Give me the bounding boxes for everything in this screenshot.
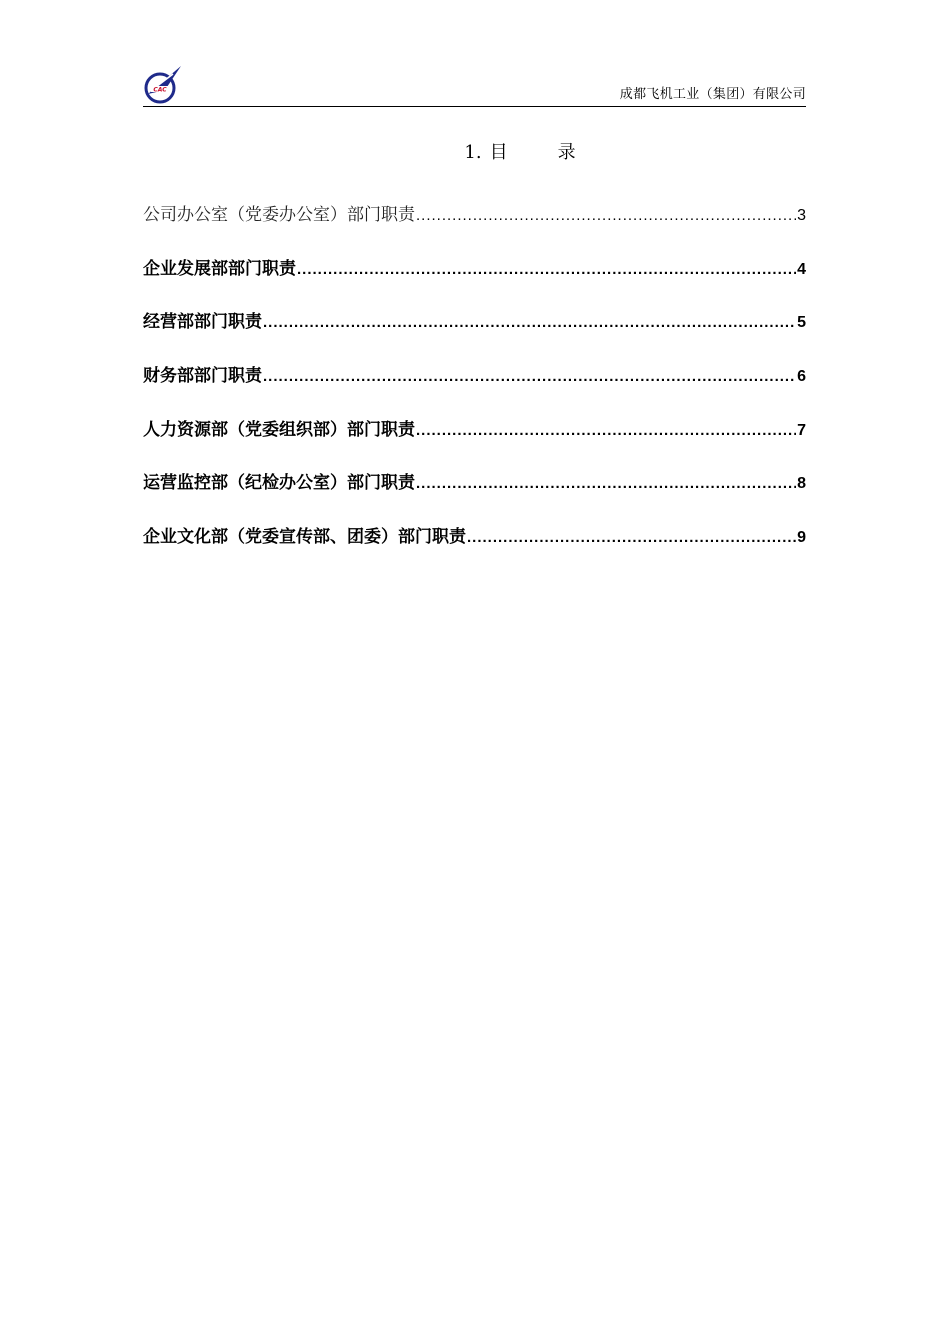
- toc-entry-corporate-culture[interactable]: [143, 522, 806, 576]
- toc-entry-label: 运营监控部（纪检办公室）部门职责: [143, 473, 415, 494]
- toc-entry-operations[interactable]: [143, 307, 806, 361]
- toc-entry-human-resources[interactable]: [143, 415, 806, 469]
- toc-leader-dots: [416, 475, 796, 492]
- toc-entry-label: 人力资源部（党委组织部）部门职责: [143, 419, 415, 440]
- toc-entry-label: 企业文化部（党委宣传部、团委）部门职责: [143, 527, 466, 548]
- toc-entry-page: 9: [797, 529, 806, 547]
- page-header: [143, 62, 806, 107]
- toc-leader-dots: [297, 261, 796, 278]
- company-name: 成都飞机工业（集团）有限公司: [619, 87, 806, 102]
- toc-leader-dots: [263, 368, 796, 385]
- toc-entry-page: 3: [797, 207, 806, 224]
- toc-heading: [0, 138, 950, 164]
- toc-heading-char2: 录: [557, 142, 576, 163]
- toc-entry-page: 4: [797, 260, 806, 278]
- toc-entry-office[interactable]: [143, 200, 806, 254]
- toc-entry-label: 财务部部门职责: [143, 366, 262, 387]
- toc-entry-page: 5: [797, 314, 806, 332]
- toc-entry-page: 7: [797, 421, 806, 439]
- svg-text:CAC: CAC: [153, 86, 167, 94]
- toc-heading-number: 1.: [464, 142, 482, 163]
- toc-entry-label: 经营部部门职责: [143, 312, 262, 333]
- toc-leader-dots: [263, 314, 796, 331]
- toc-entry-operation-monitoring[interactable]: [143, 468, 806, 522]
- aircraft-roundel-logo-icon: [143, 64, 183, 104]
- toc-entry-finance[interactable]: [143, 361, 806, 415]
- toc-heading-char1: 目: [489, 142, 508, 163]
- toc-entry-label: 企业发展部部门职责: [143, 258, 296, 279]
- toc-entry-page: 8: [797, 475, 806, 493]
- toc-entry-page: 6: [797, 368, 806, 386]
- toc-entry-label: 公司办公室（党委办公室）部门职责: [143, 205, 415, 225]
- table-of-contents: [143, 200, 806, 576]
- toc-entry-enterprise-development[interactable]: [143, 254, 806, 308]
- toc-leader-dots: [467, 529, 796, 546]
- toc-leader-dots: [416, 207, 796, 224]
- toc-leader-dots: [416, 422, 796, 439]
